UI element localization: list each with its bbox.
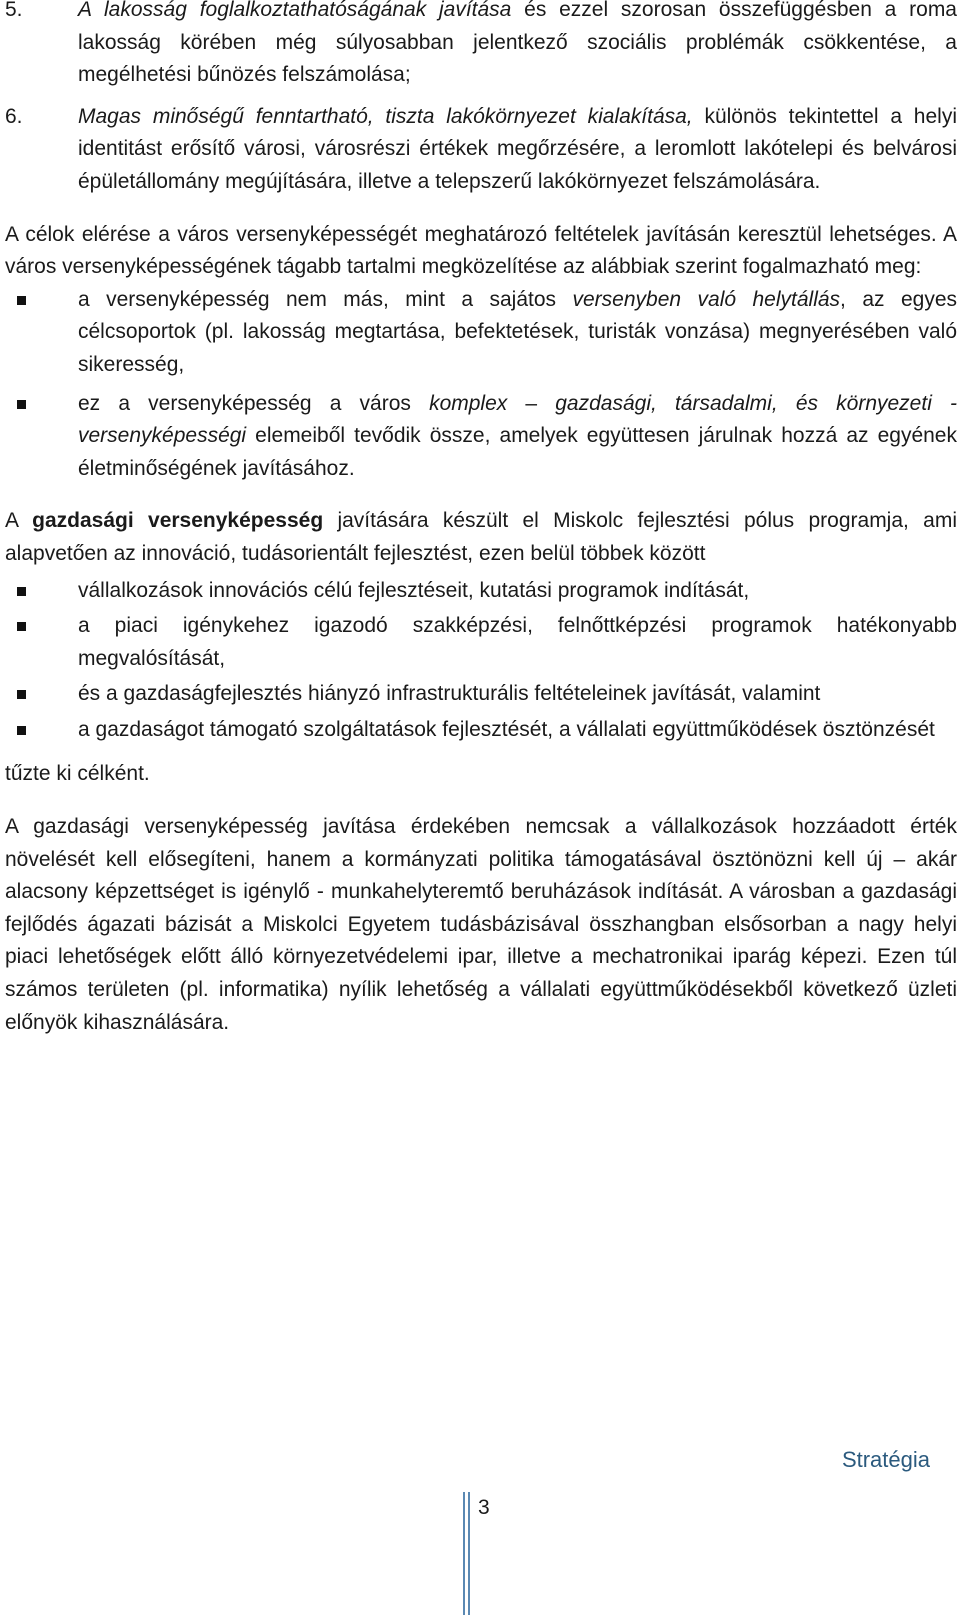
list-item: a gazdaságot támogató szolgáltatások fejlesztését, a vállalati együttműködések ösztönzését [5, 714, 957, 747]
list-item: ez a versenyképesség a város komplex – gazdasági, társadalmi, és környezeti - versenyképességi elemeiből tevődik össze, amelyek együttesen járulnak hozzá az egyének életminőségének javításához. [5, 388, 957, 486]
paragraph-goals: A célok elérése a város versenyképességét meghatározó feltételek javításán keresztül lehetséges. A város versenyképességének tágabb tartalmi megközelítése az alábbiak szerint fogalmazható meg: [5, 222, 957, 279]
item-text: különös tekintettel a helyi identitást erősítő városi, városrészi értékek megőrzésére, a leromlott lakótelepi és belvárosi épületállomány megújítására, illetve a telepszerű lakókörnyezet felszámolására. [78, 104, 957, 193]
list-item: a versenyképesség nem más, mint a sajátos versenyben való helytállás, az egyes célcsoportok (pl. lakosság megtartása, befektetések, turisták vonzása) megnyerésében való sikeresség, [5, 284, 957, 382]
bullet-list-economic [5, 575, 957, 747]
paragraph-economic: A gazdasági versenyképesség javítására készült el Miskolc fejlesztési pólus programja, ami alapvetően az innováció, tudásorientált fejlesztést, ezen belül többek között [5, 509, 958, 565]
list-item: vállalkozások innovációs célú fejlesztéseit, kutatási programok indítását, [5, 575, 957, 608]
paragraph-target: tűzte ki célként. [5, 762, 150, 786]
bullet-list-competitiveness [5, 284, 957, 486]
page-number: 3 [478, 1496, 490, 1519]
footer-divider [463, 1492, 473, 1615]
list-item: és a gazdaságfejlesztés hiányzó infrastrukturális feltételeinek javítását, valamint [5, 678, 957, 711]
footer-section-label: Stratégia [841, 1447, 930, 1472]
numbered-item-6 [5, 101, 957, 199]
item-number: 5. [5, 0, 23, 21]
item-text: és ezzel szorosan összefüggésben a roma lakosság körében még súlyosabban jelentkező szociális problémák csökkentése, a megélhetési bűnözés felszámolása; [78, 0, 957, 87]
bold-term: gazdasági versenyképesség [32, 509, 324, 533]
item-emphasis: Magas minőségű fenntartható, tiszta lakókörnyezet kialakítása, [78, 104, 693, 128]
paragraph-last: A gazdasági versenyképesség javítása érdekében nemcsak a vállalkozások hozzáadott érték növelését kell elősegíteni, hanem a kormányzati politika támogatásával ösztönözni kell új – akár alacsony képzettséget is igénylő - munkahelyteremtő beruházások indítását. A városban a gazdasági fejlődés ágazati bázisát a Miskolci Egyetem tudásbázisával összhangban elsősorban a nagy helyi piaci lehetőségek előtt álló környezetvédelemi ipar, illetve a mechatronikai iparág képezi. Ezen túl számos területen (pl. informatika) nyílik lehetőség a vállalati együttműködésekből következő üzleti előnyök kihasználására. [5, 815, 957, 1034]
item-emphasis: A lakosság foglalkoztathatóságának javítása [78, 0, 512, 21]
numbered-item-5 [5, 0, 957, 92]
item-number: 6. [5, 104, 23, 128]
document-body [5, 0, 957, 1039]
list-item: a piaci igénykehez igazodó szakképzési, felnőttképzési programok hatékonyabb megvalósítását, [5, 610, 957, 675]
